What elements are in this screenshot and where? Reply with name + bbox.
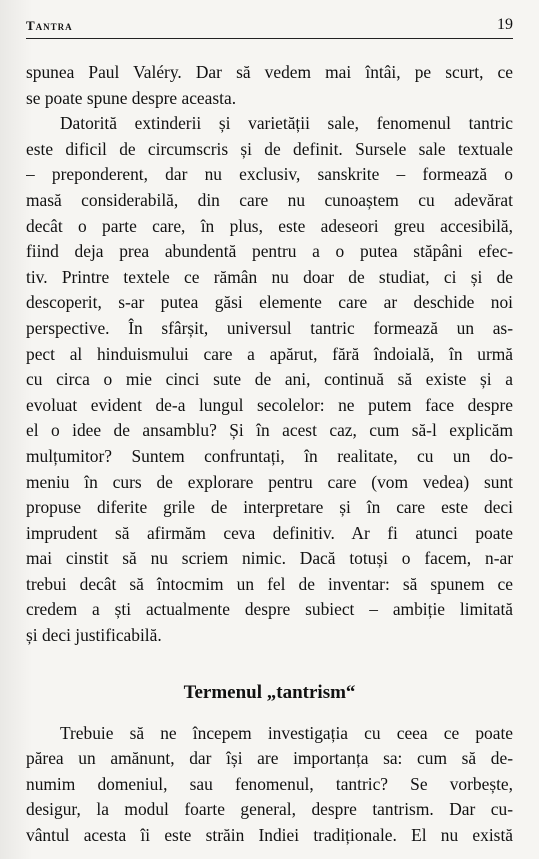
body-text [26, 60, 513, 849]
text-line: Trebuie să ne începem investigația cu ceea ce poate [60, 722, 513, 743]
text-line: propuse diferite grile de interpretare și în care este deci [26, 497, 513, 518]
paragraph-1 [26, 60, 513, 111]
text-line: este dificil de circumscris și de definit. Sursele sale textuale [26, 138, 513, 159]
text-line: el o idee de ansamblu? Și în acest caz, cum să-l explicăm [26, 420, 513, 441]
page-number: 19 [497, 16, 513, 33]
text-line: descoperit, s-ar putea găsi elemente care ar deschide noi [26, 292, 513, 313]
text-line: se poate spune despre aceasta. [26, 87, 237, 108]
text-line: decât o parte care, în plus, este adeseori greu accesibilă, [26, 215, 513, 236]
text-line: fiind deja prea abundentă pentru a o putea stăpâni efec- [26, 241, 513, 262]
text-line: tiv. Printre textele ce rămân nu doar de studiat, ci și de [26, 266, 513, 287]
text-line: pect al hinduismului care a apărut, fără îndoială, în urmă [26, 343, 513, 364]
text-line: evoluat evident de-a lungul secolelor: ne putem face despre [26, 394, 513, 415]
text-line: imprudent să afirmăm ceva definitiv. Ar fi atunci poate [26, 522, 513, 543]
text-line: mai cinstit să nu scriem nimic. Dacă totuși o facem, n-ar [26, 548, 513, 569]
text-line: masă considerabilă, din care nu cunoaștem cu adevărat [26, 189, 513, 210]
text-line: – preponderent, dar nu exclusiv, sanskrite – formează o [26, 164, 513, 185]
text-line: vântul acesta îi este străin Indiei tradiționale. El nu există [26, 825, 513, 846]
text-line: și deci justificabilă. [26, 625, 162, 646]
text-line: cu circa o mie cinci sute de ani, continuă să existe și a [26, 369, 513, 390]
running-head [26, 16, 513, 39]
section-heading: Termenul „tantrism“ [183, 681, 356, 703]
paragraph-2 [26, 111, 513, 648]
text-line: credem a ști actualmente despre subiect – ambiție limitată [26, 599, 513, 620]
text-line: trebui decât să întocmim un fel de inventar: să spunem ce [26, 573, 513, 594]
text-line: numim domeniul, sau fenomenul, tantric? Se vorbește, [26, 773, 513, 794]
text-line: spunea Paul Valéry. Dar să vedem mai întâi, pe scurt, ce [26, 62, 513, 82]
paragraph-3 [26, 721, 513, 849]
running-head-title: Tantra [26, 18, 73, 33]
text-line: Datorită extinderii și varietății sale, fenomenul tantric [60, 113, 513, 134]
text-line: părea un amănunt, dar își are importanța sa: cum să de- [26, 748, 513, 769]
text-line: perspective. În sfârșit, universul tantric formează un as- [26, 317, 513, 338]
text-line: desigur, la modul foarte general, despre tantrism. Dar cu- [26, 799, 513, 820]
text-line: meniu în curs de explorare pentru care (vom vedea) sunt [26, 471, 513, 492]
text-line: mulțumitor? Suntem confruntați, în realitate, cu un do- [26, 445, 513, 466]
